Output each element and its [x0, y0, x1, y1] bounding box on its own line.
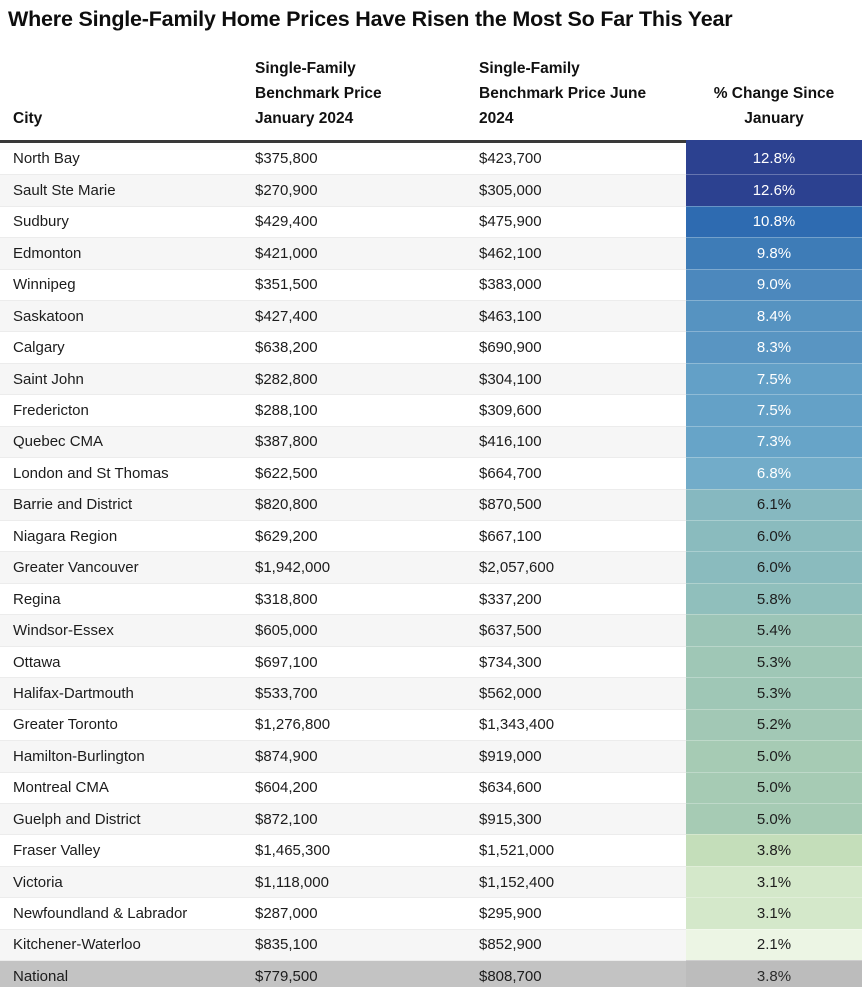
jan-price-cell: $874,900 [242, 740, 466, 771]
jun-price-cell: $634,600 [466, 772, 686, 803]
jan-price-cell: $872,100 [242, 803, 466, 834]
jun-price-cell: $463,100 [466, 300, 686, 331]
jun-price-cell: $309,600 [466, 394, 686, 425]
city-cell: National [0, 960, 242, 987]
jun-price-cell: $690,900 [466, 331, 686, 362]
jun-price-cell: $2,057,600 [466, 551, 686, 582]
table-row [0, 583, 862, 614]
jan-price-cell: $287,000 [242, 897, 466, 928]
city-cell: Sault Ste Marie [0, 174, 242, 205]
table-row [0, 866, 862, 897]
jun-price-cell: $919,000 [466, 740, 686, 771]
jun-price-cell: $462,100 [466, 237, 686, 268]
table-row [0, 300, 862, 331]
city-cell: North Bay [13, 150, 80, 168]
city-cell: London and St Thomas [0, 457, 242, 488]
table-row [0, 143, 862, 174]
pct-change-cell: 6.0% [686, 551, 862, 582]
pct-change-cell: 5.3% [686, 677, 862, 708]
city-cell: Greater Vancouver [0, 551, 242, 582]
city-cell: Sudbury [0, 206, 242, 237]
jun-price-cell: $852,900 [466, 929, 686, 960]
jan-price-cell: $835,100 [242, 929, 466, 960]
city-cell: Fredericton [0, 394, 242, 425]
city-cell: Halifax-Dartmouth [0, 677, 242, 708]
jan-price-cell: $421,000 [242, 237, 466, 268]
jun-price-cell: $915,300 [466, 803, 686, 834]
pct-change-cell: 3.8% [686, 960, 862, 987]
table-row [0, 677, 862, 708]
jan-price-cell: $604,200 [242, 772, 466, 803]
jan-price-cell: $427,400 [242, 300, 466, 331]
table-row [0, 709, 862, 740]
pct-change-cell: 6.8% [686, 457, 862, 488]
city-cell: Ottawa [0, 646, 242, 677]
pct-change-cell: 5.4% [686, 614, 862, 645]
jun-price-cell: $637,500 [466, 614, 686, 645]
table-row [0, 206, 862, 237]
jun-price-cell: $562,000 [466, 677, 686, 708]
page-title: Where Single-Family Home Prices Have Risen the Most So Far This Year [8, 7, 733, 31]
jan-price-cell: $288,100 [242, 394, 466, 425]
city-cell: Victoria [0, 866, 242, 897]
pct-change-cell: 5.0% [686, 772, 862, 803]
table-row [0, 394, 862, 425]
pct-change-cell: 6.1% [686, 489, 862, 520]
jun-price-cell: $734,300 [466, 646, 686, 677]
column-header-jan-price: Single-Family Benchmark Price January 2024 [255, 59, 382, 127]
jan-price-cell: $779,500 [242, 960, 466, 987]
jun-price-cell: $808,700 [466, 960, 686, 987]
jan-price-cell: $1,465,300 [242, 834, 466, 865]
column-header-city: City [13, 109, 43, 127]
table-row [0, 174, 862, 205]
jan-price-cell: $429,400 [242, 206, 466, 237]
jan-price-cell: $1,276,800 [242, 709, 466, 740]
column-header-pct-change: % Change Since January [713, 84, 835, 127]
pct-change-cell: 6.0% [686, 520, 862, 551]
jun-price-cell: $305,000 [466, 174, 686, 205]
city-cell: Regina [0, 583, 242, 614]
table-row [0, 363, 862, 394]
jan-price-cell: $629,200 [242, 520, 466, 551]
city-cell: Guelph and District [0, 803, 242, 834]
table-row [0, 772, 862, 803]
table-row [0, 551, 862, 582]
jan-price-cell: $622,500 [242, 457, 466, 488]
pct-change-cell: 9.8% [686, 237, 862, 268]
city-cell: Windsor-Essex [0, 614, 242, 645]
table-row [0, 489, 862, 520]
jan-price-cell: $318,800 [242, 583, 466, 614]
table-row [0, 897, 862, 928]
jun-price-cell: $1,152,400 [466, 866, 686, 897]
city-cell: Barrie and District [0, 489, 242, 520]
table-row [0, 331, 862, 362]
table-row [0, 426, 862, 457]
jan-price-cell: $820,800 [242, 489, 466, 520]
table-body [0, 143, 862, 987]
pct-change-cell: 7.5% [686, 394, 862, 425]
pct-change-cell: 5.8% [686, 583, 862, 614]
jan-price-cell: $697,100 [242, 646, 466, 677]
jan-price-cell: $375,800 [255, 150, 318, 168]
city-cell: Niagara Region [0, 520, 242, 551]
jun-price-cell: $1,521,000 [466, 834, 686, 865]
table-row [0, 646, 862, 677]
jun-price-cell: $667,100 [466, 520, 686, 551]
city-cell: Edmonton [0, 237, 242, 268]
jun-price-cell: $870,500 [466, 489, 686, 520]
jun-price-cell: $423,700 [479, 150, 542, 168]
jun-price-cell: $383,000 [466, 269, 686, 300]
city-cell: Saint John [0, 363, 242, 394]
city-cell: Calgary [0, 331, 242, 362]
table-row [0, 457, 862, 488]
pct-change-cell: 5.3% [686, 646, 862, 677]
jan-price-cell: $533,700 [242, 677, 466, 708]
table-header [0, 56, 862, 140]
pct-change-cell: 8.4% [686, 300, 862, 331]
jan-price-cell: $282,800 [242, 363, 466, 394]
city-cell: Hamilton-Burlington [0, 740, 242, 771]
pct-change-cell: 7.5% [686, 363, 862, 394]
pct-change-cell: 3.1% [686, 866, 862, 897]
jan-price-cell: $270,900 [242, 174, 466, 205]
table-row [0, 520, 862, 551]
pct-change-cell: 2.1% [686, 929, 862, 960]
pct-change-cell: 5.0% [686, 803, 862, 834]
table-row-national [0, 960, 862, 987]
jan-price-cell: $387,800 [242, 426, 466, 457]
jan-price-cell: $1,942,000 [242, 551, 466, 582]
pct-change-cell: 12.6% [686, 174, 862, 205]
pct-change-cell: 5.2% [686, 709, 862, 740]
pct-change-cell: 12.8% [686, 143, 862, 174]
table-row [0, 929, 862, 960]
city-cell: Quebec CMA [0, 426, 242, 457]
table-row [0, 834, 862, 865]
table-row [0, 269, 862, 300]
jun-price-cell: $664,700 [466, 457, 686, 488]
jan-price-cell: $605,000 [242, 614, 466, 645]
jun-price-cell: $475,900 [466, 206, 686, 237]
jun-price-cell: $337,200 [466, 583, 686, 614]
city-cell: Greater Toronto [0, 709, 242, 740]
table-row [0, 237, 862, 268]
pct-change-cell: 3.8% [686, 834, 862, 865]
jun-price-cell: $1,343,400 [466, 709, 686, 740]
pct-change-cell: 3.1% [686, 897, 862, 928]
jun-price-cell: $295,900 [466, 897, 686, 928]
pct-change-cell: 9.0% [686, 269, 862, 300]
city-cell: Montreal CMA [0, 772, 242, 803]
pct-change-cell: 5.0% [686, 740, 862, 771]
jun-price-cell: $304,100 [466, 363, 686, 394]
city-cell: Winnipeg [0, 269, 242, 300]
jan-price-cell: $351,500 [242, 269, 466, 300]
table-row [0, 803, 862, 834]
jun-price-cell: $416,100 [466, 426, 686, 457]
city-cell: Kitchener-Waterloo [0, 929, 242, 960]
jan-price-cell: $638,200 [242, 331, 466, 362]
column-header-jun-price: Single-Family Benchmark Price June 2024 [479, 59, 647, 127]
city-cell: Newfoundland & Labrador [0, 897, 242, 928]
table-row [0, 614, 862, 645]
pct-change-cell: 10.8% [686, 206, 862, 237]
city-cell: Fraser Valley [0, 834, 242, 865]
table-row [0, 740, 862, 771]
jan-price-cell: $1,118,000 [242, 866, 466, 897]
city-cell: Saskatoon [0, 300, 242, 331]
pct-change-cell: 7.3% [686, 426, 862, 457]
pct-change-cell: 8.3% [686, 331, 862, 362]
